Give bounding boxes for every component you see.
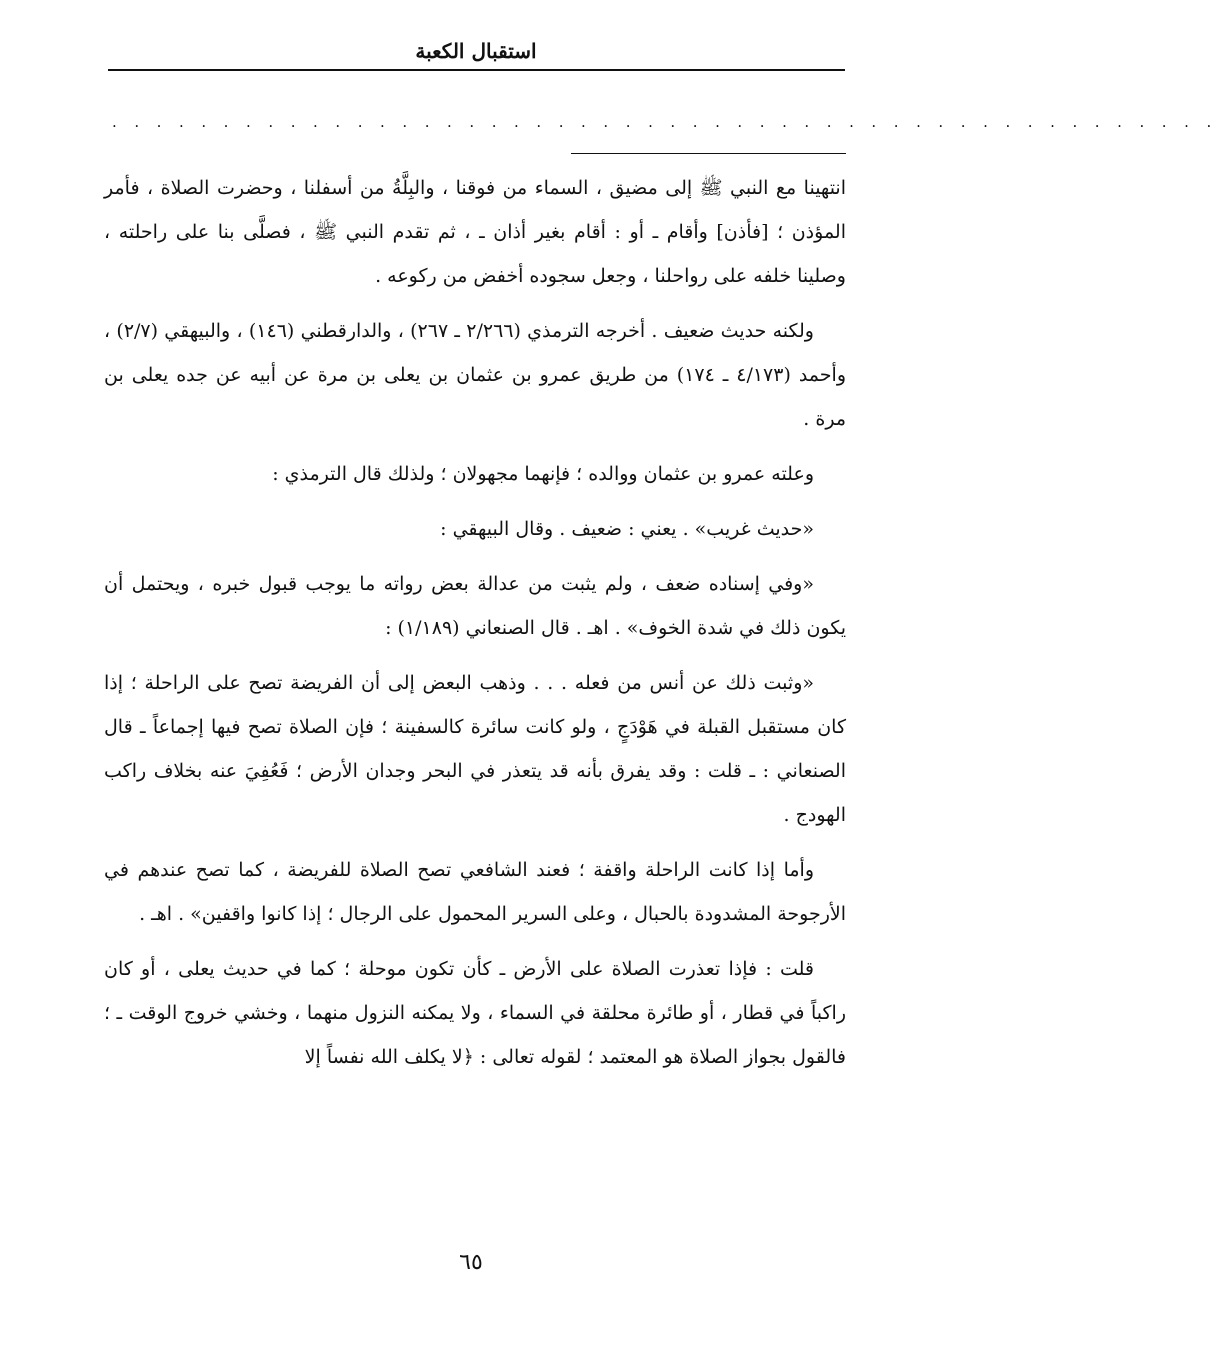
paragraph-3: وعلته عمرو بن عثمان ووالده ؛ فإنهما مجهولان ؛ ولذلك قال الترمذي : <box>272 463 814 485</box>
running-title: استقبال الكعبة <box>415 39 537 63</box>
paragraph-2: ولكنه حديث ضعيف . أخرجه الترمذي (٢/٢٦٦ ـ ٢٦٧) ، والدارقطني (١٤٦) ، والبيهقي (٢/٧) ، وأحمد (٤/١٧٣ ـ ١٧٤) من طريق عمرو بن عثمان بن يعلى بن مرة عن أبيه عن جده يعلى بن مرة . <box>104 320 846 430</box>
separator-rule <box>571 153 846 154</box>
paragraph-7: وأما إذا كانت الراحلة واقفة ؛ فعند الشافعي تصح الصلاة للفريضة ، كما تصح عندهم في الأرجوحة المشدودة بالحبال ، وعلى السرير المحمول على الرجال ؛ إذا كانوا واقفين» . اهـ . <box>104 859 846 925</box>
paragraph-8: قلت : فإذا تعذرت الصلاة على الأرض ـ كأن تكون موحلة ؛ كما في حديث يعلى ، أو كان راكباً في قطار ، أو طائرة محلقة في السماء ، ولا يمكنه النزول منهما ، وخشي خروج الوقت ـ ؛ فالقول بجواز الصلاة هو المعتمد ؛ لقوله تعالى : ﴿لا يكلف الله نفساً إلا <box>104 958 846 1068</box>
omission-dots: . . . . . . . . . . . . . . . . . . . . . . . . . . . . . . . . . . . . . . . . . . . . . . . . . . <box>112 113 1218 131</box>
header-rule <box>108 69 845 71</box>
paragraph-6: «وثبت ذلك عن أنس من فعله . . . وذهب البعض إلى أن الفريضة تصح على الراحلة ؛ إذا كان مستقبل القبلة في هَوْدَجٍ ، ولو كانت سائرة كالسفينة ؛ فإن الصلاة تصح فيها إجماعاً ـ قال الصنعاني : ـ قلت : وقد يفرق بأنه قد يتعذر في البحر وجدان الأرض ؛ فَعُفِيَ عنه بخلاف راكب الهودج . <box>104 672 846 826</box>
body-text <box>104 166 846 1090</box>
paragraph-4: «حديث غريب» . يعني : ضعيف . وقال البيهقي : <box>440 518 814 540</box>
page-number: ٦٥ <box>459 1250 483 1275</box>
paragraph-5: «وفي إسناده ضعف ، ولم يثبت من عدالة بعض رواته ما يوجب قبول خبره ، ويحتمل أن يكون ذلك في شدة الخوف» . اهـ . قال الصنعاني (١/١٨٩) : <box>104 573 846 639</box>
paragraph-1: انتهينا مع النبي ﷺ إلى مضيق ، السماء من فوقنا ، والبِلَّةُ من أسفلنا ، وحضرت الصلاة ، فأمر المؤذن ؛ [فأذن] وأقام ـ أو : أقام بغير أذان ـ ، ثم تقدم النبي ﷺ ، فصلَّى بنا على راحلته ، وصلينا خلفه على رواحلنا ، وجعل سجوده أخفض من ركوعه . <box>104 177 846 287</box>
